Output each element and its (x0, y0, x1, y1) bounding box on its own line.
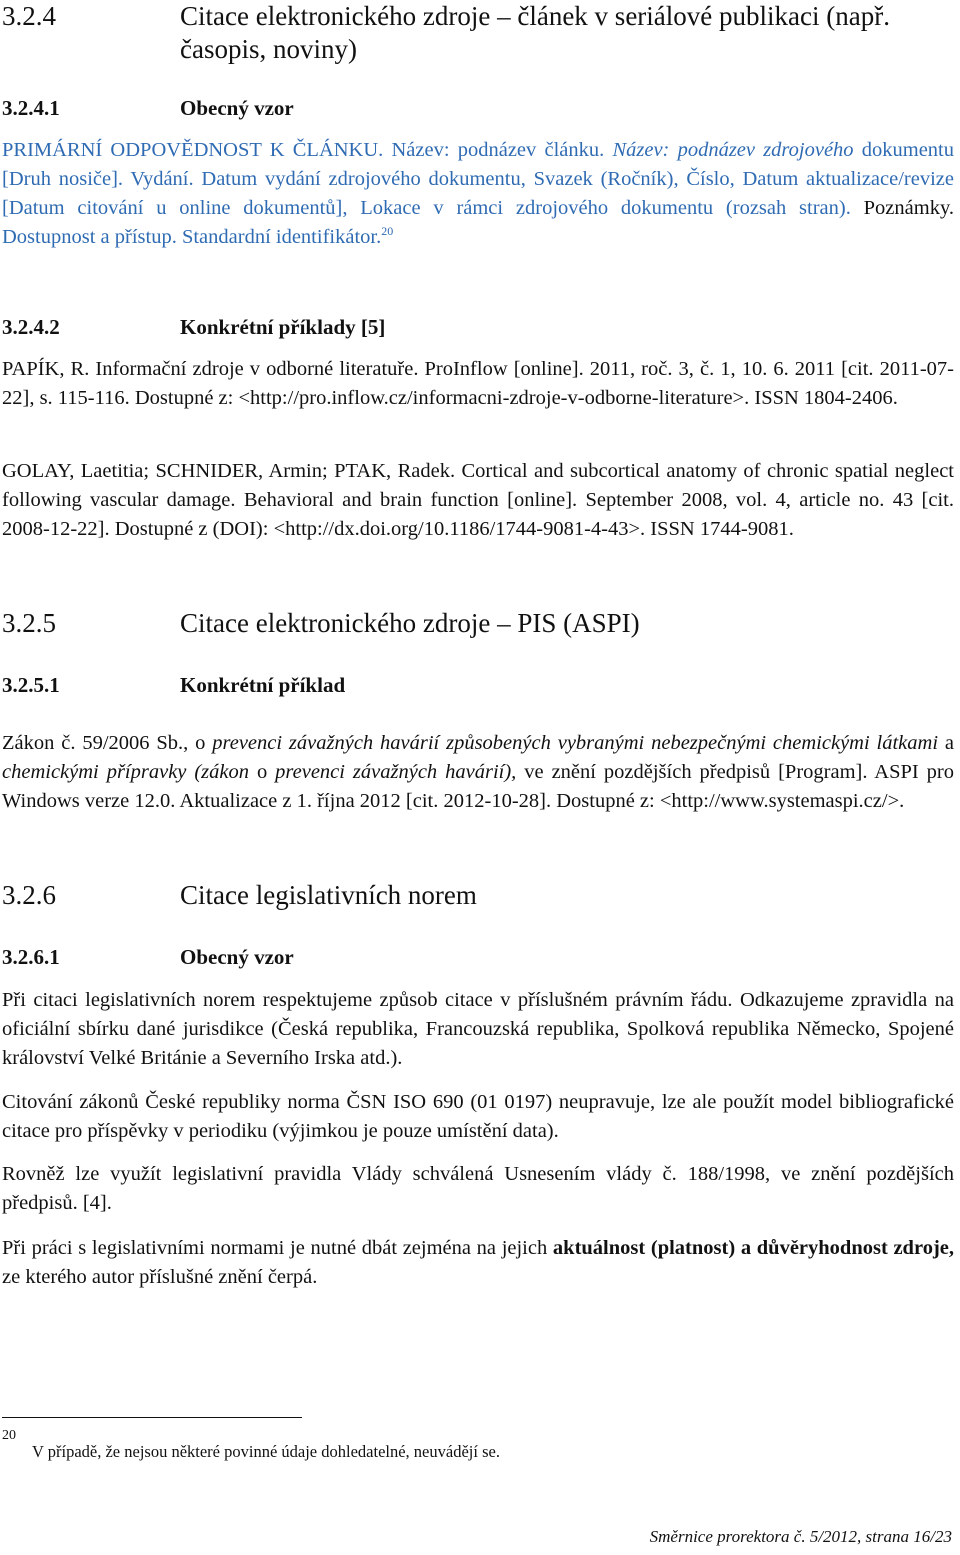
paragraph-text: Při citaci legislativních norem respektujeme způsob citace v příslušném právním řádu. Odkazujeme zpravidla na oficiální sbírku dané jurisdikce (Česká republika, Francouzská republika, Spolková republika Německo, Spojené království Velké Británie a Severního Irska atd.). (2, 989, 954, 1069)
legislation-paragraph-1 (2, 986, 954, 1073)
footnote-separator (2, 1417, 302, 1418)
example-citation-2 (2, 457, 954, 544)
subsection-title: Obecný vzor (180, 945, 294, 969)
citation-text: GOLAY, Laetitia; SCHNIDER, Armin; PTAK, Radek. Cortical and subcortical anatomy of chronic spatial neglect following vascular damage. Behavioral and brain function [online]. September 2008, vol. 4, article no. 43 [cit. 2008-12-22]. Dostupné z (DOI): <http://dx.doi.org/10.1186/1744-9081-4-43>. ISSN 1744-9081. (2, 460, 954, 540)
template-author-title: PRIMÁRNÍ ODPOVĚDNOST K ČLÁNKU. Název: podnázev článku. (2, 139, 605, 161)
section-number: 3.2.6 (2, 880, 56, 910)
paragraph-text: Rovněž lze využít legislativní pravidla Vlády schválená Usnesením vlády č. 188/1998, ve znění pozdějších předpisů. [4]. (2, 1163, 954, 1214)
subsection-title: Obecný vzor (180, 96, 294, 120)
citation-text: PAPÍK, R. Informační zdroje v odborné literatuře. ProInflow [online]. 2011, roč. 3, č. 1, 10. 6. 2011 [cit. 2011-07-22], s. 115-116. Dostupné z: <http://pro.inflow.cz/informacni-zdroje-v-odborne-literature>. ISSN 1804-2406. (2, 358, 954, 409)
citation-text: Zákon č. 59/2006 Sb., o prevenci závažných havárií způsobených vybranými nebezpečnými chemickými látkami a chemickými přípravky (zákon o prevenci závažných havárií), ve znění pozdějších předpisů [Program]. ASPI pro Windows verze 12.0. Aktualizace z 1. října 2012 [cit. 2012-10-28]. Dostupné z: <http://www.systemaspi.cz/>. (2, 732, 954, 812)
section-number: 3.2.4 (2, 1, 56, 31)
emphasis-text: aktuálnost (platnost) a důvěryhodnost zdroje, (552, 1237, 954, 1259)
page-footer: Směrnice prorektora č. 5/2012, strana 16/23 (649, 1527, 952, 1546)
section-title: Citace legislativních norem (180, 880, 477, 910)
template-paragraph (2, 136, 954, 252)
section-heading-3-2-4 (2, 0, 954, 66)
footnote-mark: 20 (2, 1428, 16, 1443)
subsection-number: 3.2.6.1 (2, 945, 60, 969)
aspi-citation-example (2, 729, 954, 816)
example-citation-1 (2, 355, 954, 413)
template-availability: Dostupnost a přístup. Standardní identifikátor. (2, 226, 382, 248)
footnote-text: V případě, že nejsou některé povinné údaje dohledatelné, neuvádějí se. (32, 1442, 500, 1461)
paragraph-text: Při práci s legislativními normami je nutné dbát zejména na jejich aktuálnost (platnost) a důvěryhodnost zdroje, ze kterého autor příslušné znění čerpá. (2, 1237, 954, 1288)
template-notes: Poznámky. (863, 197, 954, 219)
subsection-number: 3.2.4.1 (2, 96, 60, 120)
subsection-title: Konkrétní příklad (180, 673, 346, 697)
template-source-title: Název: podnázev zdrojového (612, 139, 854, 161)
section-title: Citace elektronického zdroje – PIS (ASPI) (180, 608, 640, 638)
subsection-number: 3.2.5.1 (2, 673, 60, 697)
citation-template (2, 136, 954, 252)
subsection-number: 3.2.4.2 (2, 315, 60, 339)
section-title: Citace elektronického zdroje – článek v seriálové publikaci (např. časopis, noviny) (180, 1, 890, 64)
section-number: 3.2.5 (2, 608, 56, 638)
legislation-paragraph-4 (2, 1234, 954, 1292)
legislation-paragraph-2 (2, 1088, 954, 1146)
subsection-title: Konkrétní příklady [5] (180, 315, 386, 339)
template-medium: dokumentu [Druh nosiče]. Vydání. (2, 139, 954, 190)
paragraph-text: Citování zákonů České republiky norma ČSN ISO 690 (01 0197) neupravuje, lze ale použít model bibliografické citace pro příspěvky v periodiku (výjimkou je pouze umístění data). (2, 1091, 954, 1142)
legislation-paragraph-3 (2, 1160, 954, 1218)
template-details: Datum vydání zdrojového dokumentu, Svazek (Ročník), Číslo, Datum aktualizace/revize [Datum citování u online dokumentů], Lokace v rámci zdrojového dokumentu (rozsah stran). (2, 168, 954, 219)
footnote-reference: 20 (381, 224, 394, 238)
